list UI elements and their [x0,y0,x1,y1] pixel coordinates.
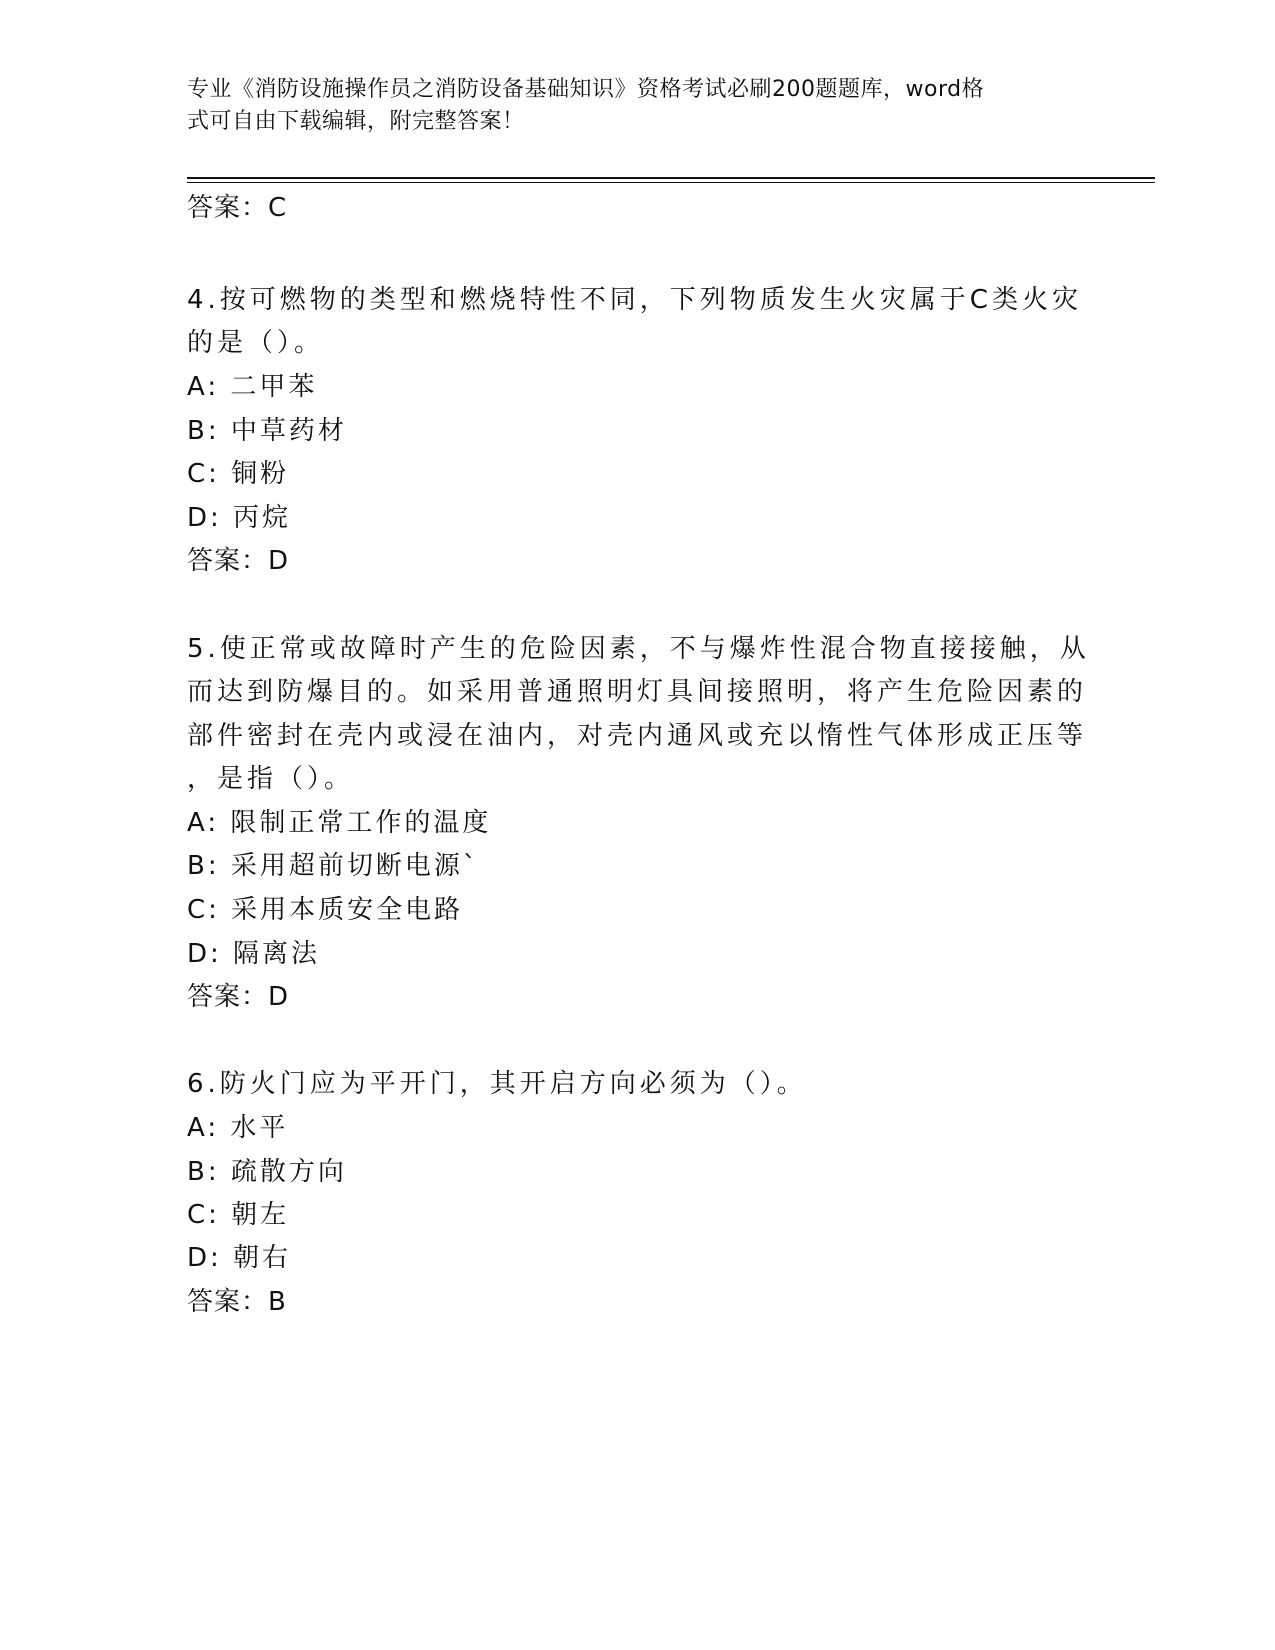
question-6-line-1: 6.防火门应为平开门，其开启方向必须为（）。 [187,1069,807,1099]
question-5-option-c: C: 采用本质安全电路 [187,895,464,925]
question-5-line-1: 5.使正常或故障时产生的危险因素，不与爆炸性混合物直接接触，从 [187,634,1090,664]
header-line-1: 专业《消防设施操作员之消防设备基础知识》资格考试必刷200题题库，word格 [187,77,985,102]
question-6-answer: 答案：B [187,1287,287,1317]
question-5-option-a: A: 限制正常工作的温度 [187,808,492,838]
question-4-option-a: A: 二甲苯 [187,372,318,402]
question-5-line-4: ，是指（）。 [187,764,355,794]
question-5-line-2: 而达到防爆目的。如采用普通照明灯具间接照明，将产生危险因素的 [187,677,1088,707]
previous-answer: 答案：C [187,193,288,223]
header-line-2: 式可自由下载编辑，附完整答案！ [187,109,525,134]
question-4-option-d: D: 丙烷 [187,503,292,533]
question-5-line-3: 部件密封在壳内或浸在油内，对壳内通风或充以惰性气体形成正压等 [187,721,1088,751]
question-6-option-d: D: 朝右 [187,1243,292,1273]
question-4-answer: 答案：D [187,546,290,576]
question-6-option-b: B: 疏散方向 [187,1157,347,1187]
header-divider-thin [187,182,1155,183]
question-5-option-d: D: 隔离法 [187,939,321,969]
question-4-option-b: B: 中草药材 [187,416,347,446]
question-4-line-2: 的是（）。 [187,328,325,358]
header-divider-thick [187,177,1155,179]
question-4-line-1: 4.按可燃物的类型和燃烧特性不同，下列物质发生火灾属于C类火灾 [187,285,1082,315]
question-5-answer: 答案：D [187,982,290,1012]
question-5-option-b: B: 采用超前切断电源` [187,851,479,881]
question-6-option-a: A: 水平 [187,1113,289,1143]
question-4-option-c: C: 铜粉 [187,459,290,489]
document-header [187,74,1067,138]
question-6-option-c: C: 朝左 [187,1200,290,1230]
